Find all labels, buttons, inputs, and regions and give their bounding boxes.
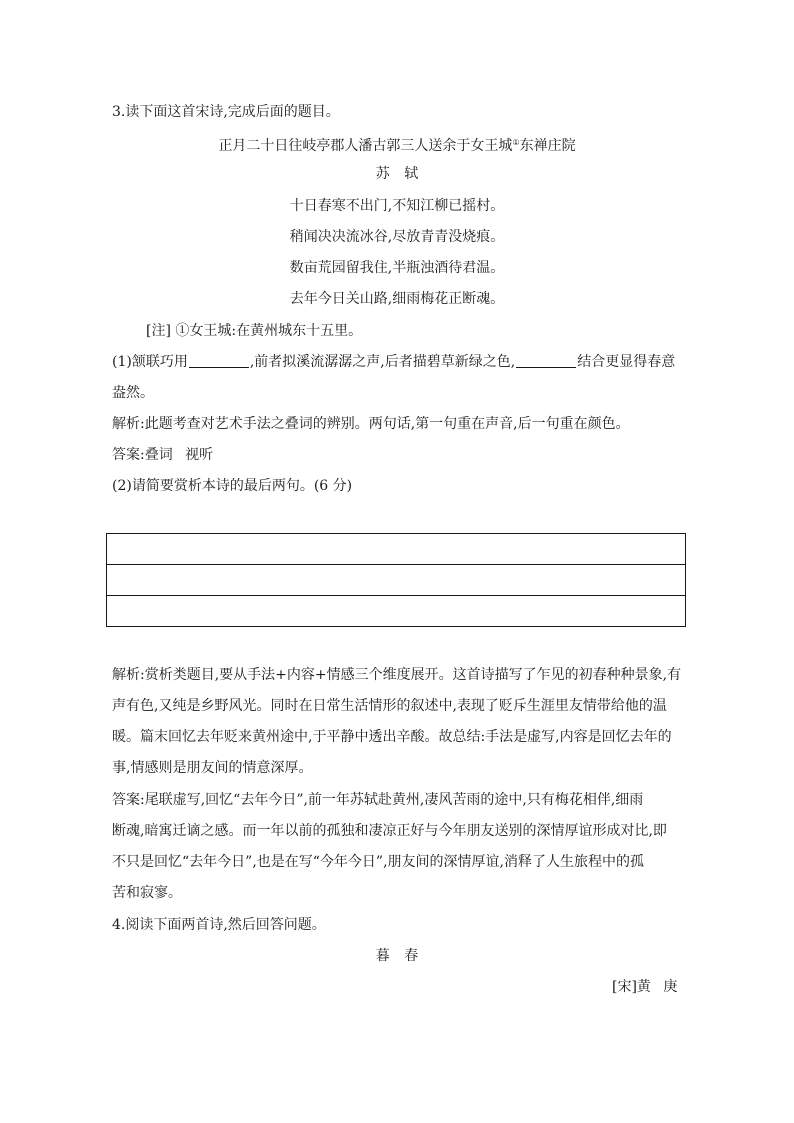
answer-writing-box[interactable]	[106, 533, 686, 627]
answer-line[interactable]	[107, 565, 685, 596]
poem-line-3: 数亩荒园留我住,半瓶浊酒待君温。	[289, 260, 505, 276]
fill-blank-1[interactable]	[189, 353, 249, 368]
analysis-2-line-2: 声有色,又纯是乡野风光。同时在日常生活情形的叙述中,表现了贬斥生涯里友情带给他的温	[112, 698, 667, 714]
analysis-2-line-3: 暖。篇末回忆去年贬来黄州途中,于平静中透出辛酸。故总结:手法是虚写,内容是回忆去年的	[112, 729, 672, 745]
poem-2-author: [宋]黄 庚	[612, 979, 678, 995]
sub-question-1-continued: 盎然。	[112, 385, 154, 401]
poem-line-4: 去年今日关山路,细雨梅花正断魂。	[289, 291, 505, 307]
sub-question-1	[112, 352, 675, 372]
analysis-2-line-4: 事,情感则是朋友间的情意深厚。	[112, 760, 313, 776]
poem-2-title: 暮 春	[375, 948, 419, 964]
poem-line-1: 十日春寒不出门,不知江柳已摇村。	[289, 198, 505, 214]
answer-2-line-3: 不只是回忆“去年今日”,也是在写“今年今日”,朋友间的深情厚谊,消释了人生旅程中的孤	[112, 854, 644, 870]
answer-1: 答案:叠词 视听	[112, 447, 214, 463]
poem-title-text-end: 东禅庄院	[519, 138, 576, 154]
question-3-intro: 3.读下面这首宋诗,完成后面的题目。	[112, 104, 340, 120]
answer-line[interactable]	[107, 534, 685, 565]
poem-annotation: [注] ①女王城:在黄州城东十五里。	[146, 323, 363, 339]
poem-title	[0, 133, 794, 156]
analysis-2-line-1: 解析:赏析类题目,要从手法+内容+情感三个维度展开。这首诗描写了乍见的初春种种景象,有	[112, 667, 682, 683]
sub-question-1-text-b: ,前者拟溪流潺潺之声,后者描碧草新绿之色,	[249, 354, 516, 370]
poem-title-text: 正月二十日往岐亭郡人潘古郭三人送余于女王城	[218, 138, 513, 154]
question-4-intro: 4.阅读下面两首诗,然后回答问题。	[112, 917, 326, 933]
answer-line[interactable]	[107, 596, 685, 627]
fill-blank-2[interactable]	[516, 353, 576, 368]
sub-question-1-text-a: (1)颔联巧用	[112, 354, 188, 370]
answer-2-line-2: 断魂,暗寓迁谪之感。而一年以前的孤独和凄凉正好与今年朋友送别的深情厚谊形成对比,即	[112, 823, 667, 839]
answer-2-line-1: 答案:尾联虚写,回忆“去年今日”,前一年苏轼赴黄州,凄风苦雨的途中,只有梅花相伴,细雨	[112, 792, 644, 808]
analysis-1: 解析:此题考查对艺术手法之叠词的辨别。两句话,第一句重在声音,后一句重在颜色。	[112, 416, 630, 432]
poem-line-2: 稍闻决决流冰谷,尽放青青没烧痕。	[289, 229, 505, 245]
sub-question-2: (2)请简要赏析本诗的最后两句。(6 分)	[112, 478, 353, 494]
answer-2-line-4: 苦和寂寥。	[112, 885, 182, 901]
sub-question-1-text-c: 结合更显得春意	[577, 354, 676, 370]
poem-author: 苏 轼	[375, 166, 419, 182]
footnote-marker: ①	[512, 138, 520, 147]
